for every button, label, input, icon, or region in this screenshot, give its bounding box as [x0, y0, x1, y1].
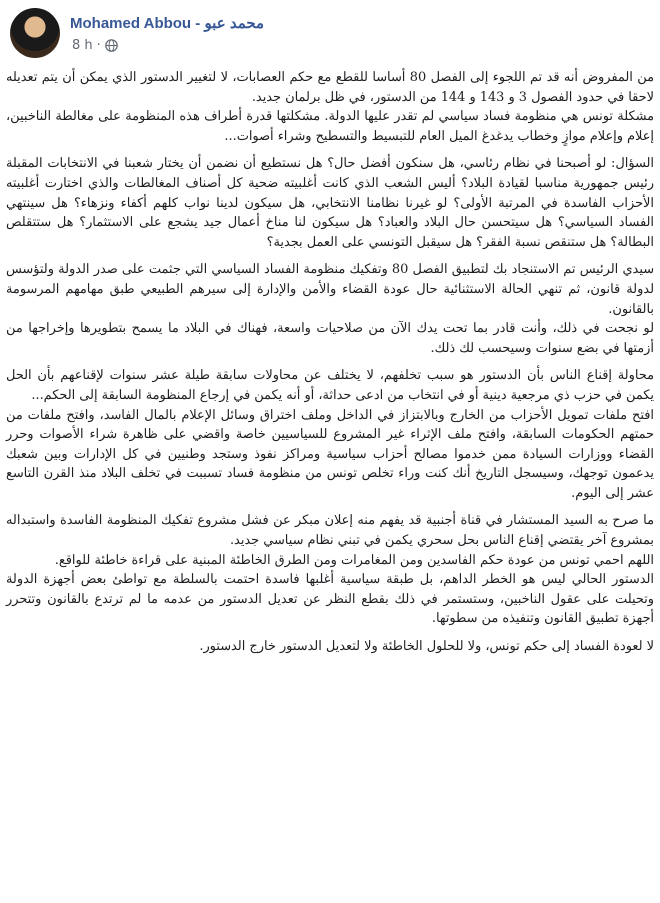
- author-name[interactable]: Mohamed Abbou - محمد عبو: [70, 15, 265, 32]
- paragraph: سيدي الرئيس تم الاستنجاد بك لتطبيق الفصل 80 وتفكيك منظومة الفساد السياسي التي جثمت على صدر الدولة ولتؤسس لدولة قانون، ثم تنهي الحالة الاستثنائية حال عودة القضاء والأمن والإدارة إلى سيرهم الطبيعي طبق مهامهم المرسومة بالقانون.: [6, 262, 655, 317]
- globe-icon[interactable]: [105, 39, 118, 52]
- post-body: [6, 68, 654, 657]
- paragraph: محاولة إقناع الناس بأن الدستور هو سبب تخلفهم، لا يختلف عن محاولات سابقة طيلة عشر سنوات لإقناعهم بأن الحل يكمن في حزب ذي مرجعية دينية أو في انتخاب من ادعى حداثة، أو أنه يكمن في إرجاع المنظومة السابقة إلى الحكم...: [6, 368, 654, 403]
- paragraph: الدستور الحالي ليس هو الخطر الداهم، بل طبقة سياسية أغلبها فاسدة احتمت بالسلطة مع تواطئ بعض أجهزة الدولة وتحيلت على عقول الناخبين، وستستمر في ذلك بقطع النظر عن تعديل الدستور من عدمه ما لم ترتدع بالقانون وتتحرر أجهزة تطبيق القانون وتنفيذه من سطوتها.: [6, 572, 654, 627]
- author-avatar[interactable]: [10, 8, 60, 58]
- paragraph: لو نجحت في ذلك، وأنت قادر بما تحت يدك الآن من صلاحيات واسعة، فهناك في البلاد ما يسمح بتطويرها وإخراجها من أزمتها في بضع سنوات وسيحسب لك ذلك.: [6, 321, 654, 356]
- paragraph: افتح ملفات تمويل الأحزاب من الخارج وبالابتزاز في الداخل وملف اختراق وسائل الإعلام بالمال الفاسد، وافتح ملفات من حمتهم الحكومات السابقة، وافتح ملف الإثراء غير المشروع للسياسيين خاصة واقضي على ظاهرة شراء الأصوات وحرر القضاء ووزارات السيادة ممن خدموا مصالح أحزاب سياسية ومراكز نفوذ وستجد وطنيين في كل الإدارات وبين شعبك يدعمون توجهك، وسيسجل التاريخ أنك كنت وراء تخلص تونس من منظومة فساد تسببت في تخلف البلاد منذ القرن التاسع عشر إلى اليوم.: [6, 407, 654, 501]
- paragraph: ما صرح به السيد المستشار في قناة أجنبية قد يفهم منه إعلان مبكر عن فشل مشروع تفكيك المنظومة الفاسدة واستبداله بمشروع آخر يقتضي إقناع الناس بحل سحري يكمن في تبني نظام سياسي جديد.: [6, 513, 654, 549]
- post-meta: 8 h ·: [72, 38, 118, 53]
- paragraph: السؤال: لو أصبحنا في نظام رئاسي، هل سنكون أفضل حال؟ هل نستطيع أن نضمن أن يختار شعبنا في الانتخابات المقبلة رئيس جمهورية مناسبا لقيادة البلاد؟ أليس الشعب الذي كانت أغلبيته ضحية كل أصناف المغالطات والذي اختارت أغلبيته الأحزاب الفاسدة في المرتبة الأولى؟ لو غيرنا نظامنا الانتخابي، هل سيكون لدينا نواب كلهم أكفاء ونزهاء؟ هل سينتهي الفساد السياسي؟ هل سيتحسن حال البلاد والعباد؟ هل سيكون لنا مناخ أعمال جيد يشجع على الاستثمار؟ هل ستتقلص البطالة؟ هل ستنقص نسبة الفقر؟ هل سيقبل التونسي على العمل بجدية؟: [6, 156, 654, 250]
- paragraph: مشكلة تونس هي منظومة فساد سياسي لم تقدر عليها الدولة. مشكلتها قدرة أطراف هذه المنظومة على مغالطة الناخبين، إعلام وإعلام موازٍ وخطاب يدغدغ الميل العام للتبسيط والتسطيح وشراء أصوات...: [6, 109, 654, 144]
- post-header: [0, 0, 660, 66]
- paragraph: لا لعودة الفساد إلى حكم تونس، ولا للحلول الخاطئة ولا لتعديل الدستور خارج الدستور.: [199, 639, 654, 655]
- post-timestamp[interactable]: 8 h: [72, 38, 93, 53]
- paragraph: من المفروض أنه قد تم اللجوء إلى الفصل 80 أساسا للقطع مع حكم العصابات، لا لتغيير الدستور الذي يمكن أن يتم تعديله لاحقا في حدود الفصول 3 و 143 و 144 من الدستور، في ظل برلمان جديد.: [6, 70, 654, 105]
- paragraph: اللهم احمي تونس من عودة حكم الفاسدين ومن المغامرات ومن الطرق الخاطئة المبنية على قراءة خاطئة للواقع.: [54, 552, 654, 568]
